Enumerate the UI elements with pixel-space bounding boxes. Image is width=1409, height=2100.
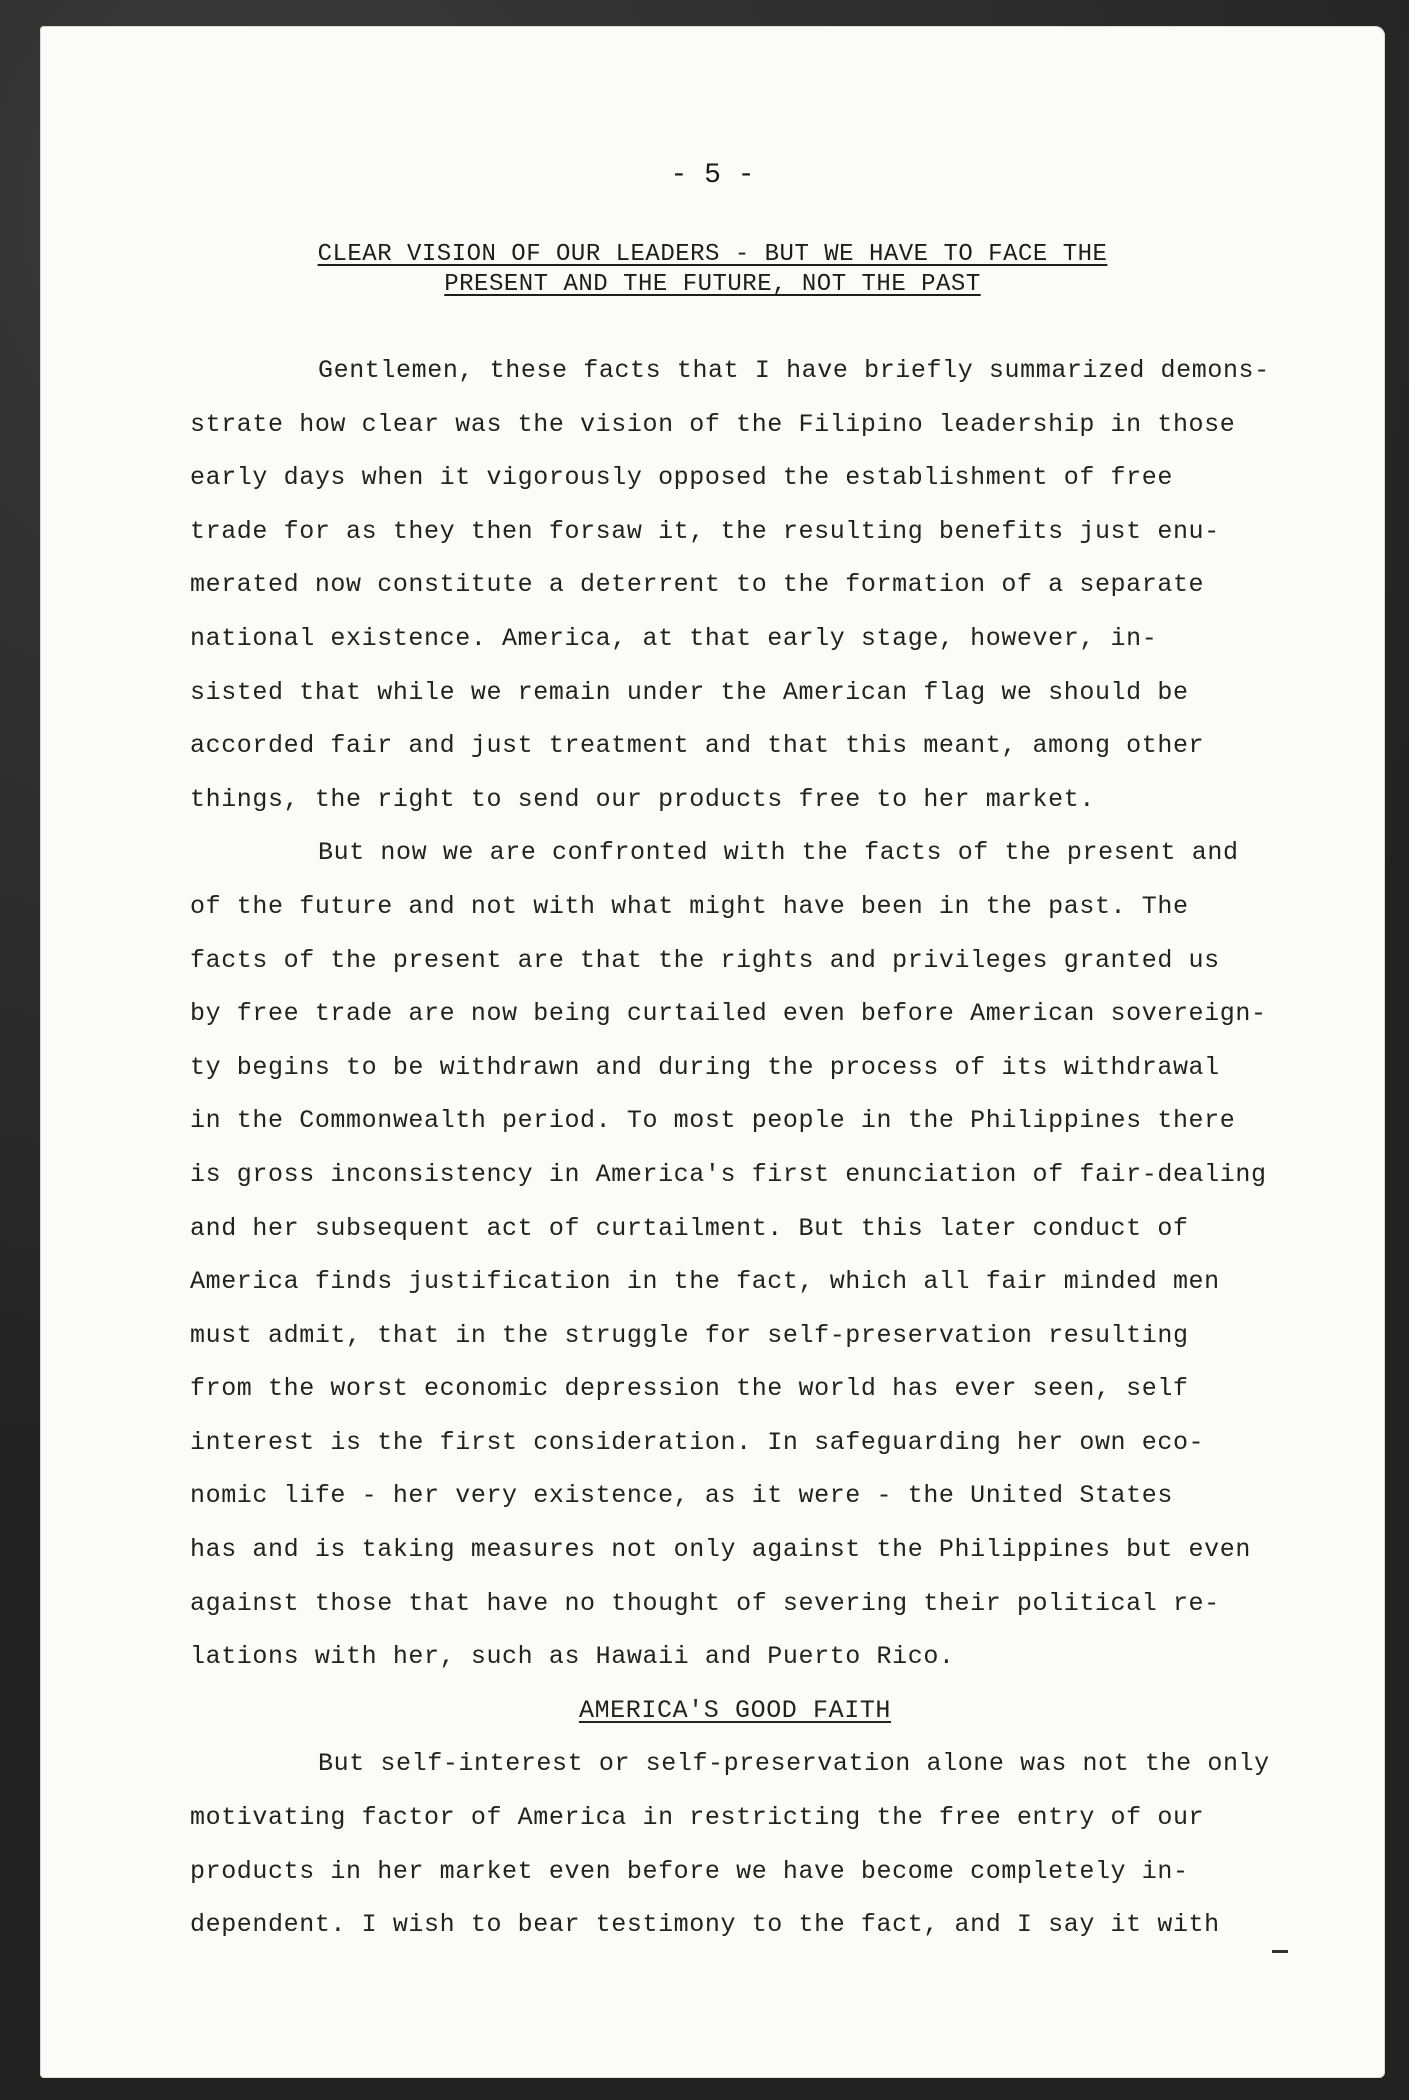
text-line: accorded fair and just treatment and that this meant, among other — [190, 731, 1205, 761]
text-line: America finds justification in the fact, which all fair minded men — [190, 1267, 1220, 1297]
text-line: interest is the first consideration. In safeguarding her own eco- — [190, 1427, 1205, 1457]
text-line: lations with her, such as Hawaii and Puerto Rico. — [190, 1642, 955, 1672]
text-line: But now we are confronted with the facts of the present and — [318, 838, 1239, 868]
text-line: and her subsequent act of curtailment. But this later conduct of — [190, 1213, 1189, 1243]
text-line: of the future and not with what might have been in the past. The — [190, 891, 1189, 921]
text-line: ty begins to be withdrawn and during the process of its withdrawal — [190, 1052, 1220, 1082]
text-line: sisted that while we remain under the American flag we should be — [190, 677, 1189, 707]
text-line: national existence. America, at that early stage, however, in- — [190, 623, 1158, 653]
text-line: against those that have no thought of severing their political re- — [190, 1588, 1220, 1618]
text-line: is gross inconsistency in America's first enunciation of fair-dealing — [190, 1159, 1267, 1189]
continuation-mark — [1272, 1950, 1288, 1953]
text-line: products in her market even before we have become completely in- — [190, 1856, 1189, 1886]
text-line: merated now constitute a deterrent to the formation of a separate — [190, 570, 1205, 600]
text-line: strate how clear was the vision of the Filipino leadership in those — [190, 409, 1236, 439]
text-line: by free trade are now being curtailed even before American sovereign- — [190, 999, 1267, 1029]
text-line: Gentlemen, these facts that I have briefly summarized demons- — [318, 356, 1270, 385]
text-line: early days when it vigorously opposed the establishment of free — [190, 463, 1173, 493]
body-text — [190, 344, 1350, 1952]
text-line: from the worst economic depression the world has ever seen, self — [190, 1374, 1189, 1404]
subheading: AMERICA'S GOOD FAITH — [578, 1695, 892, 1725]
text-line: But self-interest or self-preservation alone was not the only — [318, 1749, 1270, 1779]
text-line: facts of the present are that the rights and privileges granted us — [190, 945, 1220, 975]
text-line: motivating factor of America in restricting the free entry of our — [190, 1803, 1205, 1833]
text-line: trade for as they then forsaw it, the resulting benefits just enu- — [190, 516, 1220, 546]
text-line: has and is taking measures not only against the Philippines but even — [190, 1535, 1251, 1565]
heading-line-2: PRESENT AND THE FUTURE, NOT THE PAST — [444, 271, 981, 298]
text-line: dependent. I wish to bear testimony to the fact, and I say it with — [190, 1910, 1220, 1940]
text-line: in the Commonwealth period. To most people in the Philippines there — [190, 1106, 1236, 1136]
text-line: nomic life - her very existence, as it were - the United States — [190, 1481, 1173, 1511]
heading-line-1: CLEAR VISION OF OUR LEADERS - BUT WE HAVE TO FACE THE — [317, 241, 1108, 268]
section-heading — [40, 240, 1385, 300]
text-line: things, the right to send our products free to her market. — [190, 784, 1095, 814]
page-number: - 5 - — [670, 160, 755, 191]
document-page — [40, 26, 1385, 2078]
text-line: must admit, that in the struggle for self-preservation resulting — [190, 1320, 1189, 1350]
